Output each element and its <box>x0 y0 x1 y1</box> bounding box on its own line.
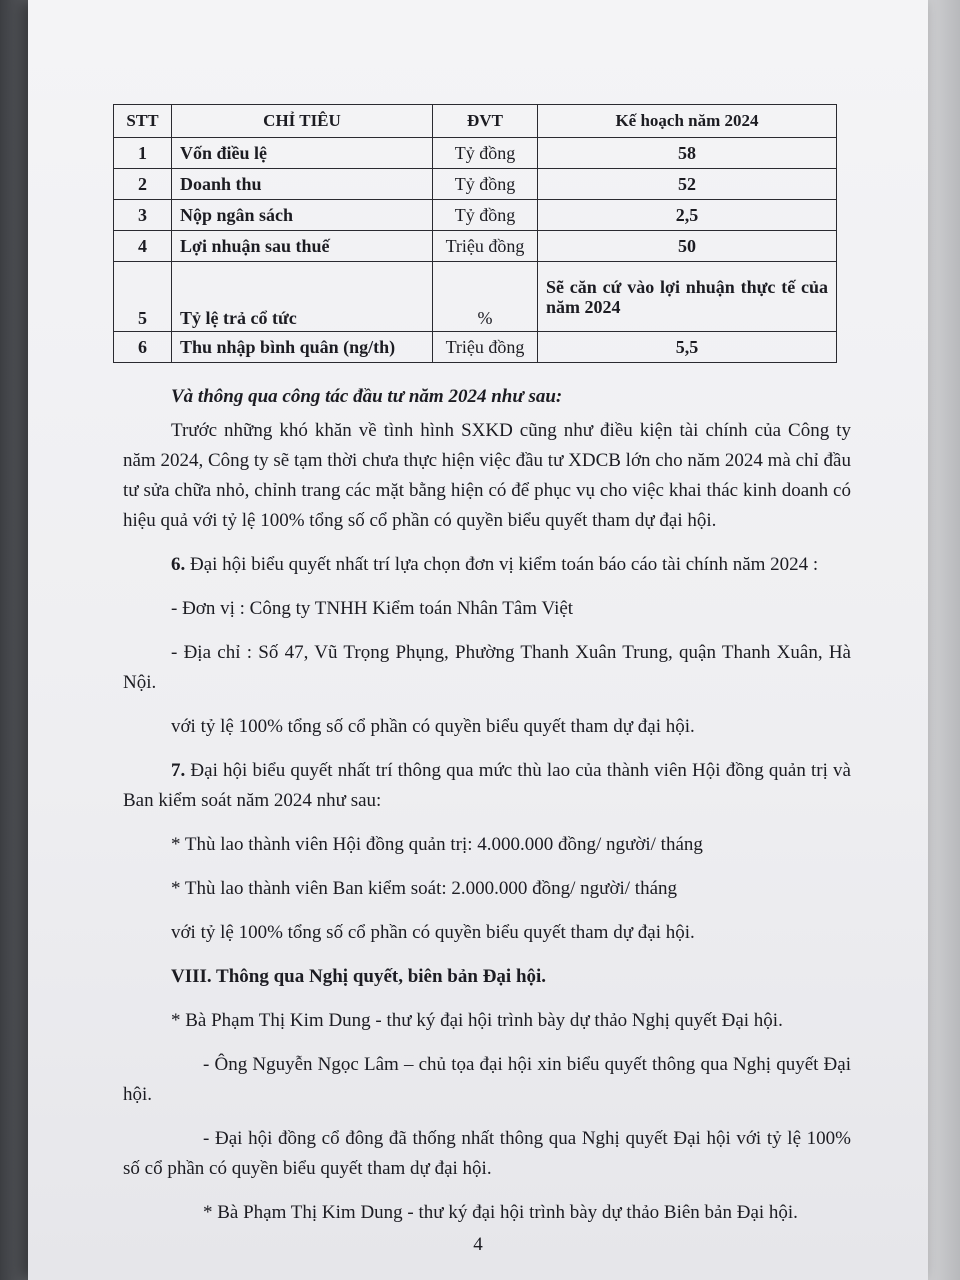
section8-approval: - Đại hội đồng cổ đông đã thống nhất thông qua Nghị quyết Đại hội với tỷ lệ 100% số cổ phần có quyền biểu quyết tham dự đại hội. <box>123 1128 851 1179</box>
row-value: 58 <box>538 138 837 169</box>
row-unit: Tỷ đồng <box>433 169 538 200</box>
page-number: 4 <box>473 1234 483 1255</box>
header-indicator: CHỈ TIÊU <box>172 105 433 138</box>
table-row <box>114 169 837 200</box>
item6-unit: - Đơn vị : Công ty TNHH Kiểm toán Nhân Tâm Việt <box>171 598 574 619</box>
table-row <box>114 262 837 332</box>
row-indicator: Doanh thu <box>172 169 433 200</box>
plan-table <box>113 104 837 363</box>
row-stt: 2 <box>114 169 172 200</box>
row-unit: Triệu đồng <box>433 332 538 363</box>
row-indicator: Lợi nhuận sau thuế <box>172 231 433 262</box>
item6-paragraph <box>123 550 851 580</box>
item7-ratio: với tỷ lệ 100% tổng số cổ phần có quyền biểu quyết tham dự đại hội. <box>171 922 695 943</box>
item7-paragraph <box>123 756 851 816</box>
header-unit: ĐVT <box>433 105 538 138</box>
row-indicator: Tỷ lệ trả cổ tức <box>172 262 433 332</box>
row-value: 52 <box>538 169 837 200</box>
row-indicator: Vốn điều lệ <box>172 138 433 169</box>
section8-secretary-resolution: * Bà Phạm Thị Kim Dung - thư ký đại hội trình bày dự thảo Nghị quyết Đại hội. <box>171 1010 783 1031</box>
header-stt: STT <box>114 105 172 138</box>
item6-address: - Địa chỉ : Số 47, Vũ Trọng Phụng, Phường Thanh Xuân Trung, quận Thanh Xuân, Hà Nội. <box>123 642 851 693</box>
item6-number: 6. <box>171 554 186 575</box>
row-unit: Tỷ đồng <box>433 200 538 231</box>
table-row <box>114 332 837 363</box>
row-value: 5,5 <box>538 332 837 363</box>
section8-chair-vote: - Ông Nguyễn Ngọc Lâm – chủ tọa đại hội xin biểu quyết thông qua Nghị quyết Đại hội. <box>123 1054 851 1105</box>
row-stt: 1 <box>114 138 172 169</box>
document-page <box>28 0 928 1280</box>
row-unit: Triệu đồng <box>433 231 538 262</box>
row-stt: 3 <box>114 200 172 231</box>
row-unit: Tỷ đồng <box>433 138 538 169</box>
header-plan: Kế hoạch năm 2024 <box>538 105 837 138</box>
item7-number: 7. <box>171 760 186 781</box>
row-stt: 6 <box>114 332 172 363</box>
row-indicator: Nộp ngân sách <box>172 200 433 231</box>
item6-text: Đại hội biểu quyết nhất trí lựa chọn đơn vị kiểm toán báo cáo tài chính năm 2024 : <box>190 554 819 575</box>
row-indicator: Thu nhập bình quân (ng/th) <box>172 332 433 363</box>
investment-heading: Và thông qua công tác đầu tư năm 2024 như sau: <box>171 386 563 407</box>
row-value: 2,5 <box>538 200 837 231</box>
row-stt: 5 <box>114 262 172 332</box>
row-unit: % <box>433 262 538 332</box>
table-row <box>114 138 837 169</box>
row-stt: 4 <box>114 231 172 262</box>
item7-board-fee: * Thù lao thành viên Hội đồng quản trị: 4.000.000 đồng/ người/ tháng <box>171 834 703 855</box>
section8-heading: VIII. Thông qua Nghị quyết, biên bản Đại hội. <box>171 966 547 987</box>
row-value: Sẽ căn cứ vào lợi nhuận thực tế của năm 2024 <box>538 262 837 332</box>
section8-secretary-minutes: * Bà Phạm Thị Kim Dung - thư ký đại hội trình bày dự thảo Biên bản Đại hội. <box>203 1202 798 1223</box>
body-text <box>123 382 851 1228</box>
investment-paragraph: Trước những khó khăn về tình hình SXKD cũng như điều kiện tài chính của Công ty năm 2024, Công ty sẽ tạm thời chưa thực hiện việc đầu tư XDCB lớn cho năm 2024 mà chỉ đầu tư sửa chữa nhỏ, chỉnh trang các mặt bằng hiện có để phục vụ cho việc khai thác kinh doanh có hiệu quả với tỷ lệ 100% tổng số cổ phần có quyền biểu quyết tham dự đại hội. <box>123 420 851 531</box>
item6-ratio: với tỷ lệ 100% tổng số cổ phần có quyền biểu quyết tham dự đại hội. <box>171 716 695 737</box>
table-header-row <box>114 105 837 138</box>
table-row <box>114 200 837 231</box>
item7-text: Đại hội biểu quyết nhất trí thông qua mức thù lao của thành viên Hội đồng quản trị và Ban kiểm soát năm 2024 như sau: <box>123 760 851 811</box>
table-row <box>114 231 837 262</box>
row-value: 50 <box>538 231 837 262</box>
item7-control-fee: * Thù lao thành viên Ban kiểm soát: 2.000.000 đồng/ người/ tháng <box>171 878 678 899</box>
